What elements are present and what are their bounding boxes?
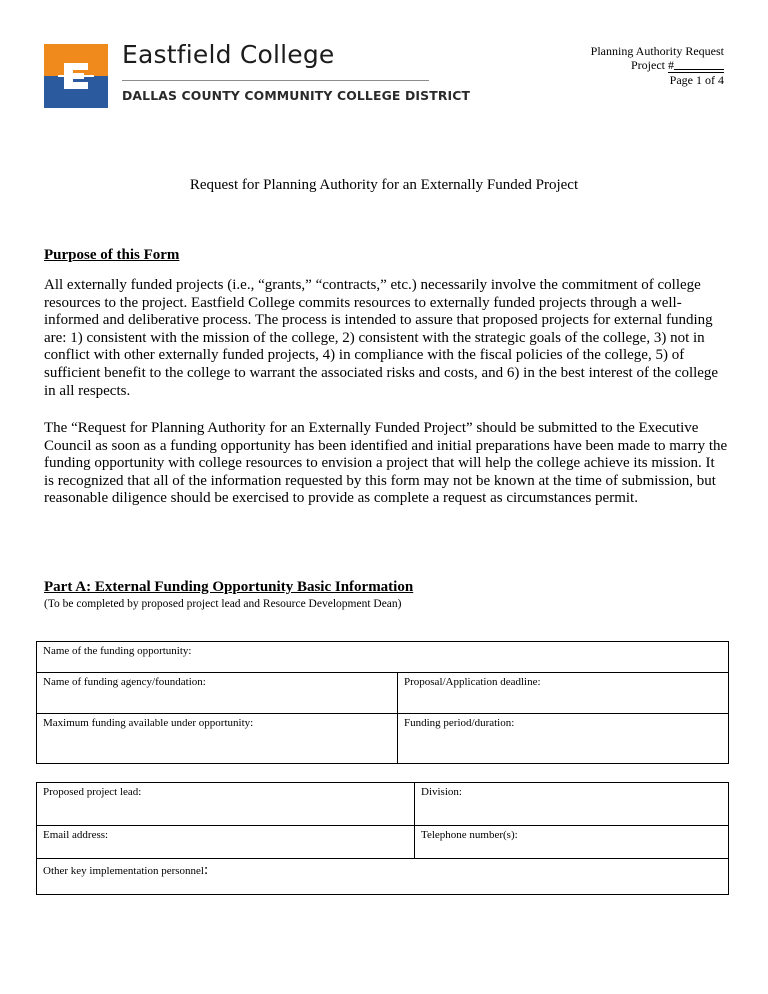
max-funding-field[interactable]	[37, 714, 398, 764]
proposal-deadline-label: Proposal/Application deadline:	[404, 676, 541, 688]
document-title: Request for Planning Authority for an Externally Funded Project	[189, 177, 579, 193]
project-lead-table	[36, 782, 729, 895]
part-a-note: (To be completed by proposed project lead and Resource Development Dean)	[44, 598, 402, 610]
email-label: Email address:	[43, 829, 109, 841]
funding-info-table	[36, 641, 729, 764]
college-logo-mark	[44, 44, 108, 108]
division-label: Division:	[421, 786, 462, 798]
logo-college-name: Eastfield College	[122, 40, 335, 69]
purpose-heading: Purpose of this Form	[44, 247, 180, 263]
purpose-paragraph-1: All externally funded projects (i.e., “grants,” “contracts,” etc.) necessarily involve the commitment of college resources to the project. Eastfield College commits resources to externally funded projects through a well-informed and deliberative process. The process is intended to assure that proposed projects for external funding are: 1) consistent with the mission of the college, 2) consistent with the strategic goals of the college, 3) not in conflict with other externally funded projects, 4) in compliance with the fiscal policies of the college, 5) of sufficient benefit to the college to warrant the associated risks and costs, and 6) in the best interest of the college in all respects.	[44, 277, 719, 399]
funding-agency-field[interactable]	[37, 673, 398, 714]
funding-opportunity-field[interactable]	[37, 642, 729, 673]
other-personnel-field[interactable]	[37, 859, 729, 895]
project-number-label: Project #	[631, 58, 674, 72]
part-a-heading: Part A: External Funding Opportunity Basic Information	[44, 579, 414, 595]
division-field[interactable]	[415, 783, 729, 826]
other-personnel-label: Other key implementation personnel	[43, 865, 204, 877]
logo-e-glyph-icon	[44, 44, 108, 108]
telephone-label: Telephone number(s):	[421, 829, 518, 841]
project-lead-label: Proposed project lead:	[43, 786, 142, 798]
funding-agency-label: Name of funding agency/foundation:	[43, 676, 206, 688]
other-personnel-colon: :	[203, 862, 209, 878]
telephone-field[interactable]	[415, 826, 729, 859]
funding-period-field[interactable]	[398, 714, 729, 764]
header-info	[591, 44, 724, 87]
proposal-deadline-field[interactable]	[398, 673, 729, 714]
max-funding-label: Maximum funding available under opportunity:	[43, 717, 254, 729]
header-project-number	[591, 58, 724, 72]
email-field[interactable]	[37, 826, 415, 859]
header-request-label: Planning Authority Request	[590, 44, 724, 58]
logo-divider	[122, 80, 429, 81]
funding-period-label: Funding period/duration:	[404, 717, 515, 729]
funding-opportunity-label: Name of the funding opportunity:	[43, 645, 192, 657]
project-lead-field[interactable]	[37, 783, 415, 826]
purpose-paragraph-2: The “Request for Planning Authority for an Externally Funded Project” should be submitted to the Executive Council as soon as a funding opportunity has been identified and initial preparations have been made to marry the funding opportunity with college resources to envision a project that will help the college achieve its mission. It is recognized that all of the information requested by this form may not be known at the time of submission, but reasonable diligence should be exercised to provide as complete a request as circumstances permit.	[44, 420, 728, 507]
project-number-blank	[674, 58, 724, 70]
logo-district-name: DALLAS COUNTY COMMUNITY COLLEGE DISTRICT	[122, 88, 471, 103]
page-indicator: Page 1 of 4	[669, 73, 724, 87]
